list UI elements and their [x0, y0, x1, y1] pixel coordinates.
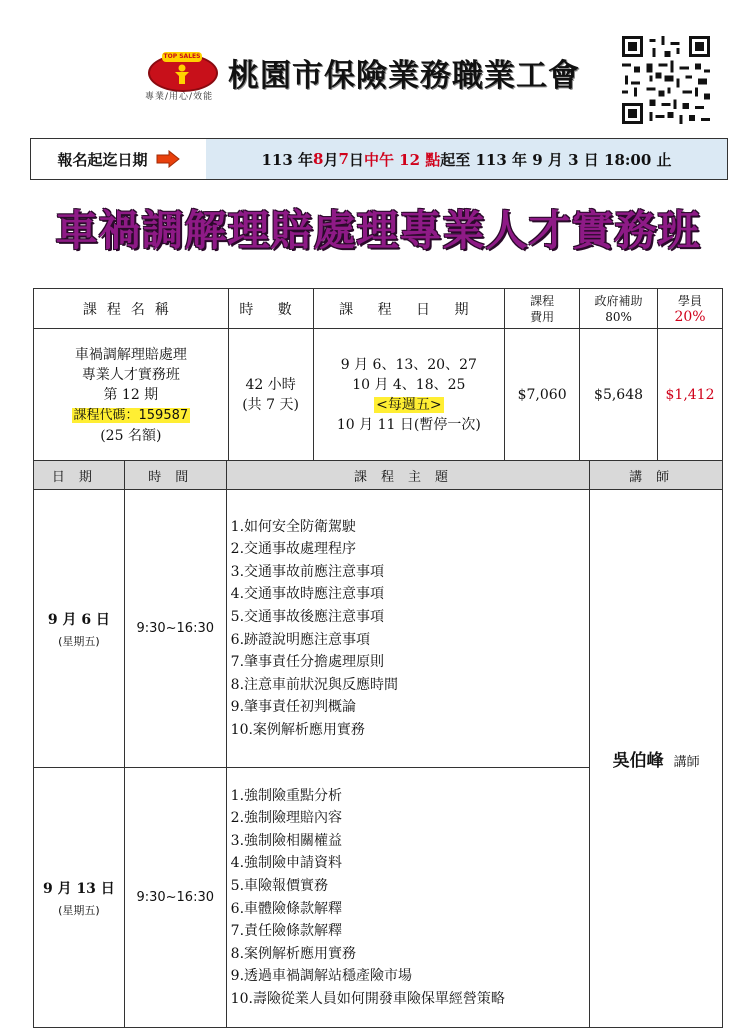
reg-text-2: 月 — [323, 150, 339, 169]
session-weekday: (星期五) — [58, 634, 100, 648]
course-title: 車禍調解理賠處理專業人才實務班 — [55, 206, 701, 255]
header-fee — [505, 289, 580, 329]
course-name-line: 車禍調解理賠處理 — [74, 346, 187, 363]
session-date — [34, 490, 125, 768]
reg-text-3: 日 — [348, 150, 364, 169]
days-total: (共 7 天) — [242, 397, 299, 413]
list-item: 1.強制險重點分析 — [230, 787, 343, 804]
teacher-title: 講師 — [673, 755, 700, 770]
session-date — [34, 768, 125, 1028]
table-row — [34, 490, 723, 768]
session-date-text: 9 月 13 日 — [42, 880, 115, 897]
list-item: 3.交通事故前應注意事項 — [230, 563, 385, 580]
header-course-name: 課程名稱 — [34, 289, 229, 329]
header-hours: 時 數 — [228, 289, 313, 329]
list-item: 9.肇事責任初判概論 — [230, 699, 357, 716]
session-topics — [226, 768, 590, 1028]
header-subsidy — [580, 289, 658, 329]
list-item: 6.跡證說明應注意事項 — [230, 631, 371, 648]
teacher-name: 吳伯峰 — [612, 751, 664, 771]
reg-noon: 中午 12 點 — [363, 150, 441, 169]
hours-cell — [228, 329, 313, 462]
teacher-cell — [590, 490, 723, 1028]
student-pay-value: $1,412 — [658, 329, 723, 462]
registration-label-cell — [31, 139, 206, 179]
header-topic: 課程主題 — [226, 461, 590, 490]
person-icon — [174, 64, 190, 84]
session-time: 9:30~16:30 — [124, 768, 226, 1028]
session-time: 9:30~16:30 — [124, 490, 226, 768]
list-item: 10.案例解析應用實務 — [230, 721, 365, 738]
list-item: 7.肇事責任分擔處理原則 — [230, 654, 385, 671]
header-date: 日期 — [34, 461, 125, 490]
header-student-share — [658, 289, 723, 329]
course-name-cell — [34, 329, 229, 462]
session-weekday: (星期五) — [58, 903, 100, 917]
fee-value: $7,060 — [505, 329, 580, 462]
reg-text-4: 起至 113 年 9 月 3 日 18:00 止 — [440, 150, 672, 169]
list-item: 2.強制險理賠內容 — [230, 810, 343, 827]
header-fee-line1: 課程 — [530, 293, 555, 308]
reg-text-1: 113 年 — [261, 150, 314, 169]
session-topics — [226, 490, 590, 768]
list-item: 5.車險報價實務 — [230, 877, 329, 894]
list-item: 4.強制險申請資料 — [230, 855, 343, 872]
dates-cell — [313, 329, 505, 462]
course-quota: (25 名額) — [100, 427, 162, 444]
header-teacher: 講師 — [590, 461, 723, 490]
list-item: 3.強制險相關權益 — [230, 832, 343, 849]
list-item: 4.交通事故時應注意事項 — [230, 586, 385, 603]
registration-bar — [30, 138, 728, 180]
list-item: 6.車體險條款解釋 — [230, 900, 343, 917]
header-student-line1: 學員 — [677, 293, 702, 308]
session-date-text: 9 月 6 日 — [47, 611, 110, 628]
registration-label: 報名起迄日期 — [57, 150, 148, 169]
header-course-dates: 課 程 日 期 — [313, 289, 505, 329]
list-item: 1.如何安全防衛駕駛 — [230, 518, 357, 535]
course-name-line: 專業人才實務班 — [81, 366, 180, 383]
dates-september: 9 月 6、13、20、27 — [340, 357, 477, 373]
qr-code-icon — [622, 36, 710, 124]
course-summary-table — [33, 288, 723, 462]
union-name: 桃園市保險業務職業工會 — [228, 58, 580, 94]
header-time: 時間 — [124, 461, 226, 490]
list-item: 10.壽險從業人員如何開發車險保單經營策略 — [230, 990, 505, 1007]
header-student-line2: 20% — [674, 308, 706, 325]
list-item: 7.責任險條款解釋 — [230, 923, 343, 940]
hours-total: 42 小時 — [245, 377, 296, 393]
arrow-right-icon — [156, 150, 180, 168]
course-code: 課程代碼：159587 — [73, 407, 189, 423]
registration-period — [206, 139, 727, 179]
header-fee-line2: 費用 — [530, 309, 555, 324]
course-session-number: 第 12 期 — [103, 386, 159, 403]
logo-badge: TOP SALES — [163, 53, 201, 60]
list-item: 5.交通事故後應注意事項 — [230, 608, 385, 625]
dates-weekday: <每週五> — [376, 397, 442, 413]
reg-month: 8 — [313, 150, 324, 168]
list-item: 9.透過車禍調解站穩產險市場 — [230, 968, 413, 985]
header-subsidy-line2: 80% — [605, 309, 632, 324]
dates-pause-note: 10 月 11 日(暫停一次) — [336, 417, 481, 433]
list-item: 8.注意車前狀況與反應時間 — [230, 676, 399, 693]
header-subsidy-line1: 政府補助 — [594, 293, 643, 308]
reg-day: 7 — [338, 150, 349, 168]
schedule-table — [33, 460, 723, 1028]
subsidy-value: $5,648 — [580, 329, 658, 462]
dates-october: 10 月 4、18、25 — [352, 377, 466, 393]
list-item: 8.案例解析應用實務 — [230, 945, 357, 962]
list-item: 2.交通事故處理程序 — [230, 541, 357, 558]
slogan: 專業/用心/效能 — [145, 92, 214, 102]
